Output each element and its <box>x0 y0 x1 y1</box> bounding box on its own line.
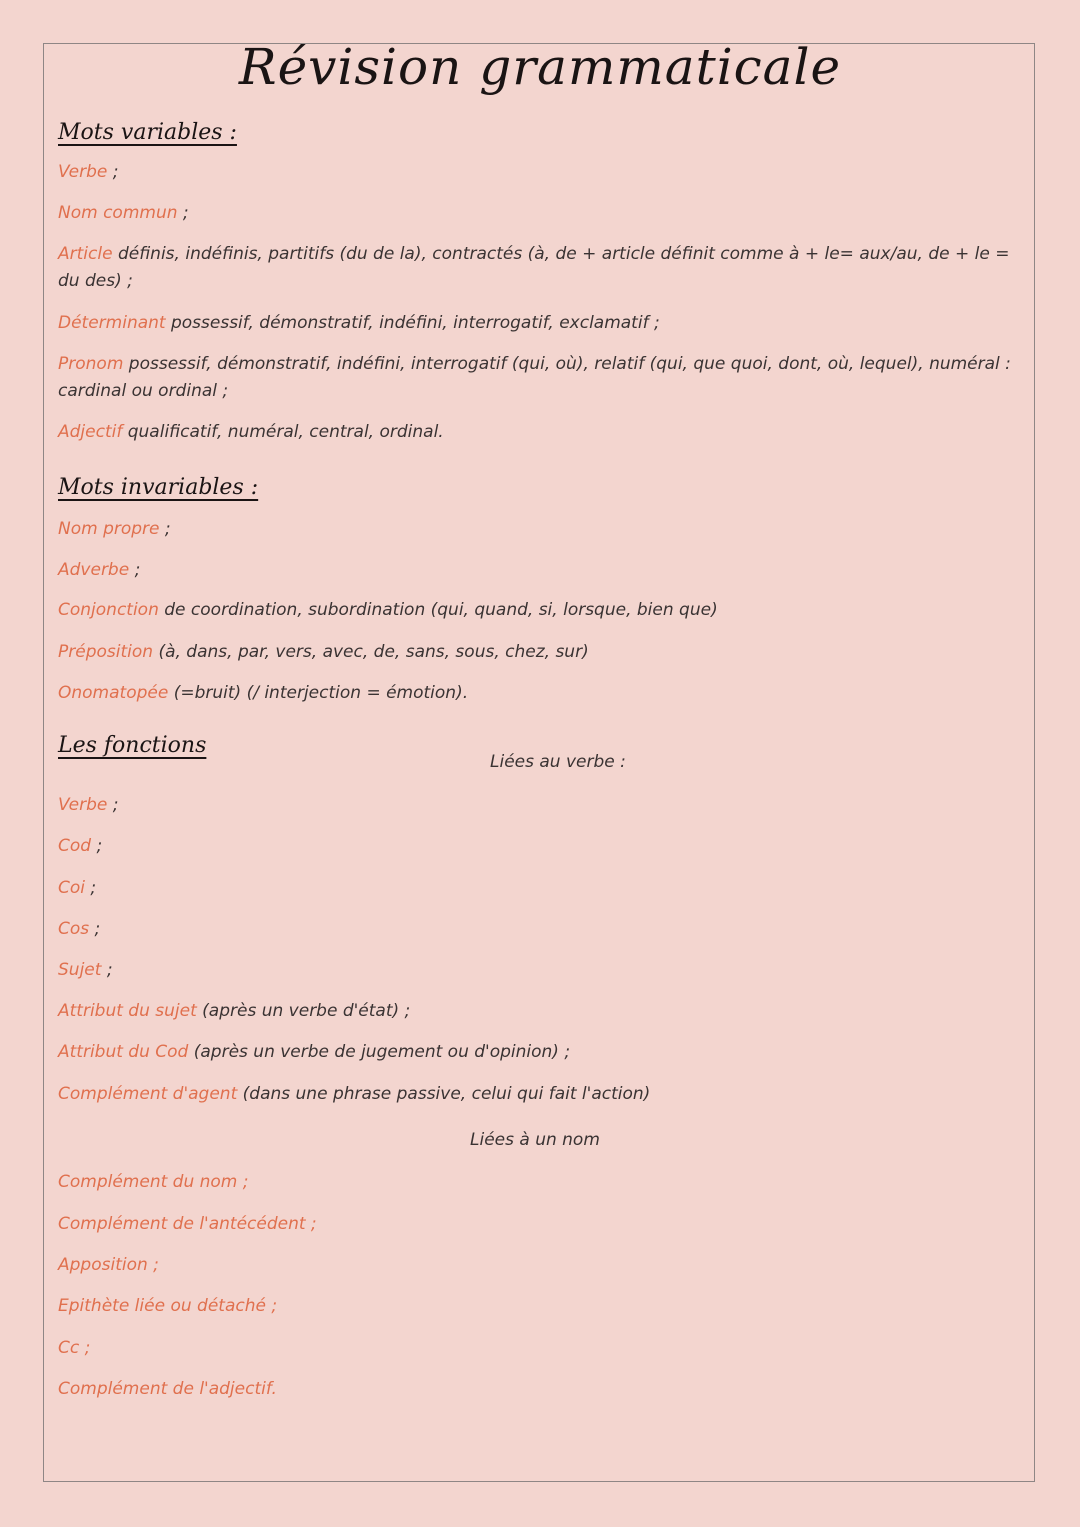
list-item: Verbe ; <box>58 795 119 815</box>
heading-mots-variables: Mots variables : <box>58 120 237 145</box>
list-item: Article définis, indéfinis, partitifs (du de la), contractés (à, de + article définit comme à + le= aux/au, de + le = du des) ; <box>58 244 1010 291</box>
list-item: Complément de l'antécédent ; <box>58 1214 317 1234</box>
list-item: Verbe ; <box>58 162 119 182</box>
list-item: Complément d'agent (dans une phrase passive, celui qui fait l'action) <box>58 1084 651 1104</box>
list-item: Onomatopée (=bruit) (/ interjection = émotion). <box>58 683 469 703</box>
subheading-liees-a-un-nom: Liées à un nom <box>470 1130 600 1150</box>
list-item: Apposition ; <box>58 1255 159 1275</box>
heading-fonctions: Les fonctions <box>58 733 207 758</box>
list-item: Adverbe ; <box>58 560 141 580</box>
list-item: Préposition (à, dans, par, vers, avec, de, sans, sous, chez, sur) <box>58 642 589 662</box>
list-item: Coi ; <box>58 878 97 898</box>
list-item: Déterminant possessif, démonstratif, indéfini, interrogatif, exclamatif ; <box>58 313 660 333</box>
list-item: Pronom possessif, démonstratif, indéfini, interrogatif (qui, où), relatif (qui, que quoi, dont, où, lequel), numéral : cardinal ou ordinal ; <box>58 354 1011 401</box>
list-item: Nom commun ; <box>58 203 189 223</box>
subheading-liees-au-verbe: Liées au verbe : <box>490 752 626 772</box>
page-title: Révision grammaticale <box>238 38 842 96</box>
list-item: Complément de l'adjectif. <box>58 1379 277 1399</box>
list-item: Attribut du sujet (après un verbe d'état) ; <box>58 1001 411 1021</box>
list-item: Attribut du Cod (après un verbe de jugement ou d'opinion) ; <box>58 1042 571 1062</box>
list-item: Sujet ; <box>58 960 113 980</box>
list-item: Epithète liée ou détaché ; <box>58 1296 278 1316</box>
list-item: Complément du nom ; <box>58 1172 249 1192</box>
list-item: Cc ; <box>58 1338 91 1358</box>
list-item: Conjonction de coordination, subordination (qui, quand, si, lorsque, bien que) <box>58 600 718 620</box>
heading-mots-invariables: Mots invariables : <box>58 475 259 500</box>
list-item: Adjectif qualificatif, numéral, central, ordinal. <box>58 422 444 442</box>
list-item: Nom propre ; <box>58 519 171 539</box>
list-item: Cod ; <box>58 836 103 856</box>
list-item: Cos ; <box>58 919 101 939</box>
